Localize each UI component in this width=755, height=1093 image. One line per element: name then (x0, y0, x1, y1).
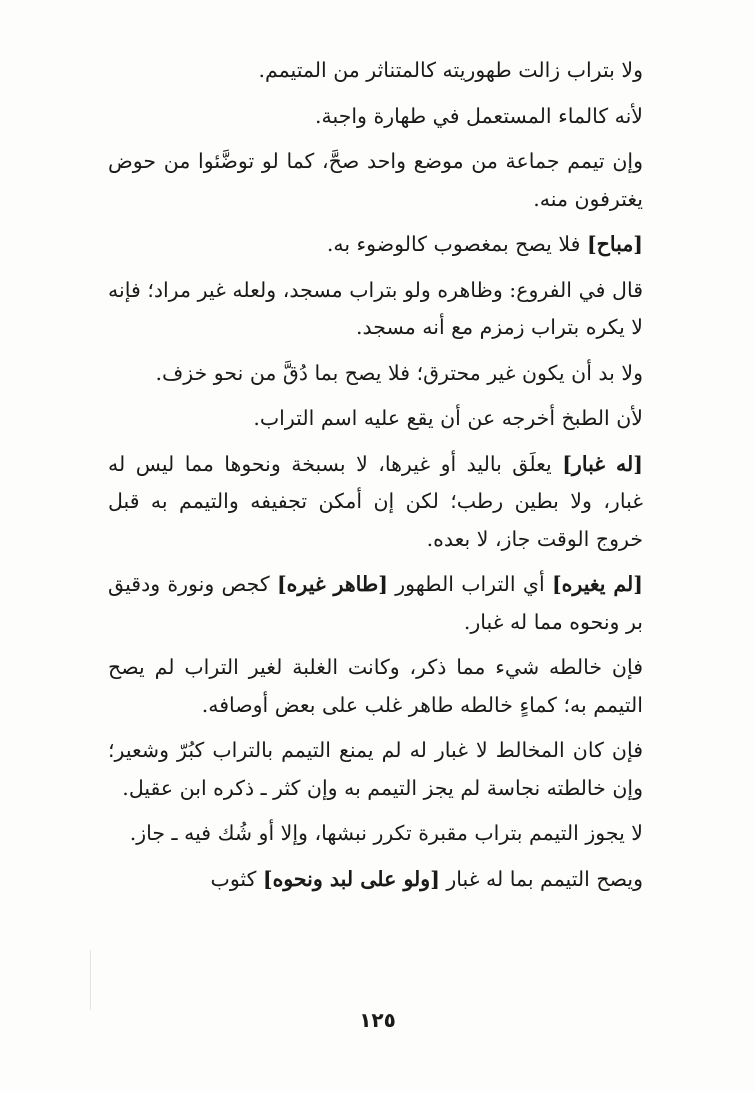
commentary-text: ولا بد أن يكون غير محترق؛ فلا يصح بما دُقَّ من نحو خزف. (155, 360, 643, 385)
paragraph (108, 861, 673, 899)
bracketed-matn-text: [طاهر غيره] (276, 572, 388, 596)
commentary-text: لأن الطبخ أخرجه عن أن يقع عليه اسم التراب. (253, 406, 643, 430)
bracketed-matn-text: [لم يغيره] (551, 572, 644, 596)
commentary-text: وإن تيمم جماعة من موضع واحد صحَّ، كما لو توضَّئوا من حوض يغترفون منه. (108, 149, 643, 211)
commentary-text: فلا يصح بمغصوب كالوضوء به. (326, 232, 587, 256)
paragraph (108, 226, 673, 264)
commentary-text: ولا بتراب زالت طهوريته كالمتناثر من المتيمم. (258, 58, 643, 82)
commentary-text: فإن خالطه شيء مما ذكر، وكانت الغلبة لغير التراب لم يصح التيمم به؛ كماءٍ خالطه طاهر غلب على بعض أوصافه. (108, 655, 643, 717)
bracketed-matn-text: [مباح] (586, 232, 643, 256)
commentary-text: لا يجوز التيمم بتراب مقبرة تكرر نبشها، وإلا أو شُك فيه ـ جاز. (129, 821, 643, 845)
paragraph (108, 732, 673, 807)
bracketed-matn-text: [ولو على لبد ونحوه] (262, 866, 440, 891)
paragraph (108, 355, 673, 393)
paragraph (108, 446, 673, 559)
commentary-text: قال في الفروع: وظاهره ولو بتراب مسجد، ولعله غير مراد؛ فإنه لا يكره بتراب زمزم مع أنه مسجد. (108, 277, 643, 339)
bracketed-matn-text: [له غبار] (562, 451, 643, 476)
paragraph (108, 649, 673, 724)
paragraph (108, 52, 673, 90)
page-number: ١٢٥ (359, 1008, 396, 1032)
commentary-text: لأنه كالماء المستعمل في طهارة واجبة. (315, 103, 643, 128)
commentary-text: أي التراب الطهور (387, 572, 552, 596)
paragraph (108, 143, 673, 218)
commentary-text: يعلَق باليد أو غيرها، لا بسبخة ونحوها مما ليس له غبار، ولا بطين رطب؛ لكن إن أمكن تجفيفه والتيمم به قبل خروج الوقت جاز، لا بعده. (108, 451, 643, 551)
scan-edge-mark (90, 950, 91, 1010)
paragraph (108, 400, 673, 438)
body-text (108, 52, 673, 906)
commentary-text: فإن كان المخالط لا غبار له لم يمنع التيمم بالتراب كبُرّ وشعير؛ وإن خالطته نجاسة لم يجز التيمم به وإن كثر ـ ذكره ابن عقيل. (108, 738, 643, 800)
paragraph (108, 815, 673, 853)
commentary-text: ويصح التيمم بما له غبار (439, 866, 643, 891)
paragraph (108, 566, 673, 641)
paragraph (108, 98, 673, 136)
paragraph (108, 272, 673, 347)
commentary-text: كجص ونورة ودقيق بر ونحوه مما له غبار. (108, 572, 643, 634)
commentary-text: كثوب (210, 866, 263, 891)
